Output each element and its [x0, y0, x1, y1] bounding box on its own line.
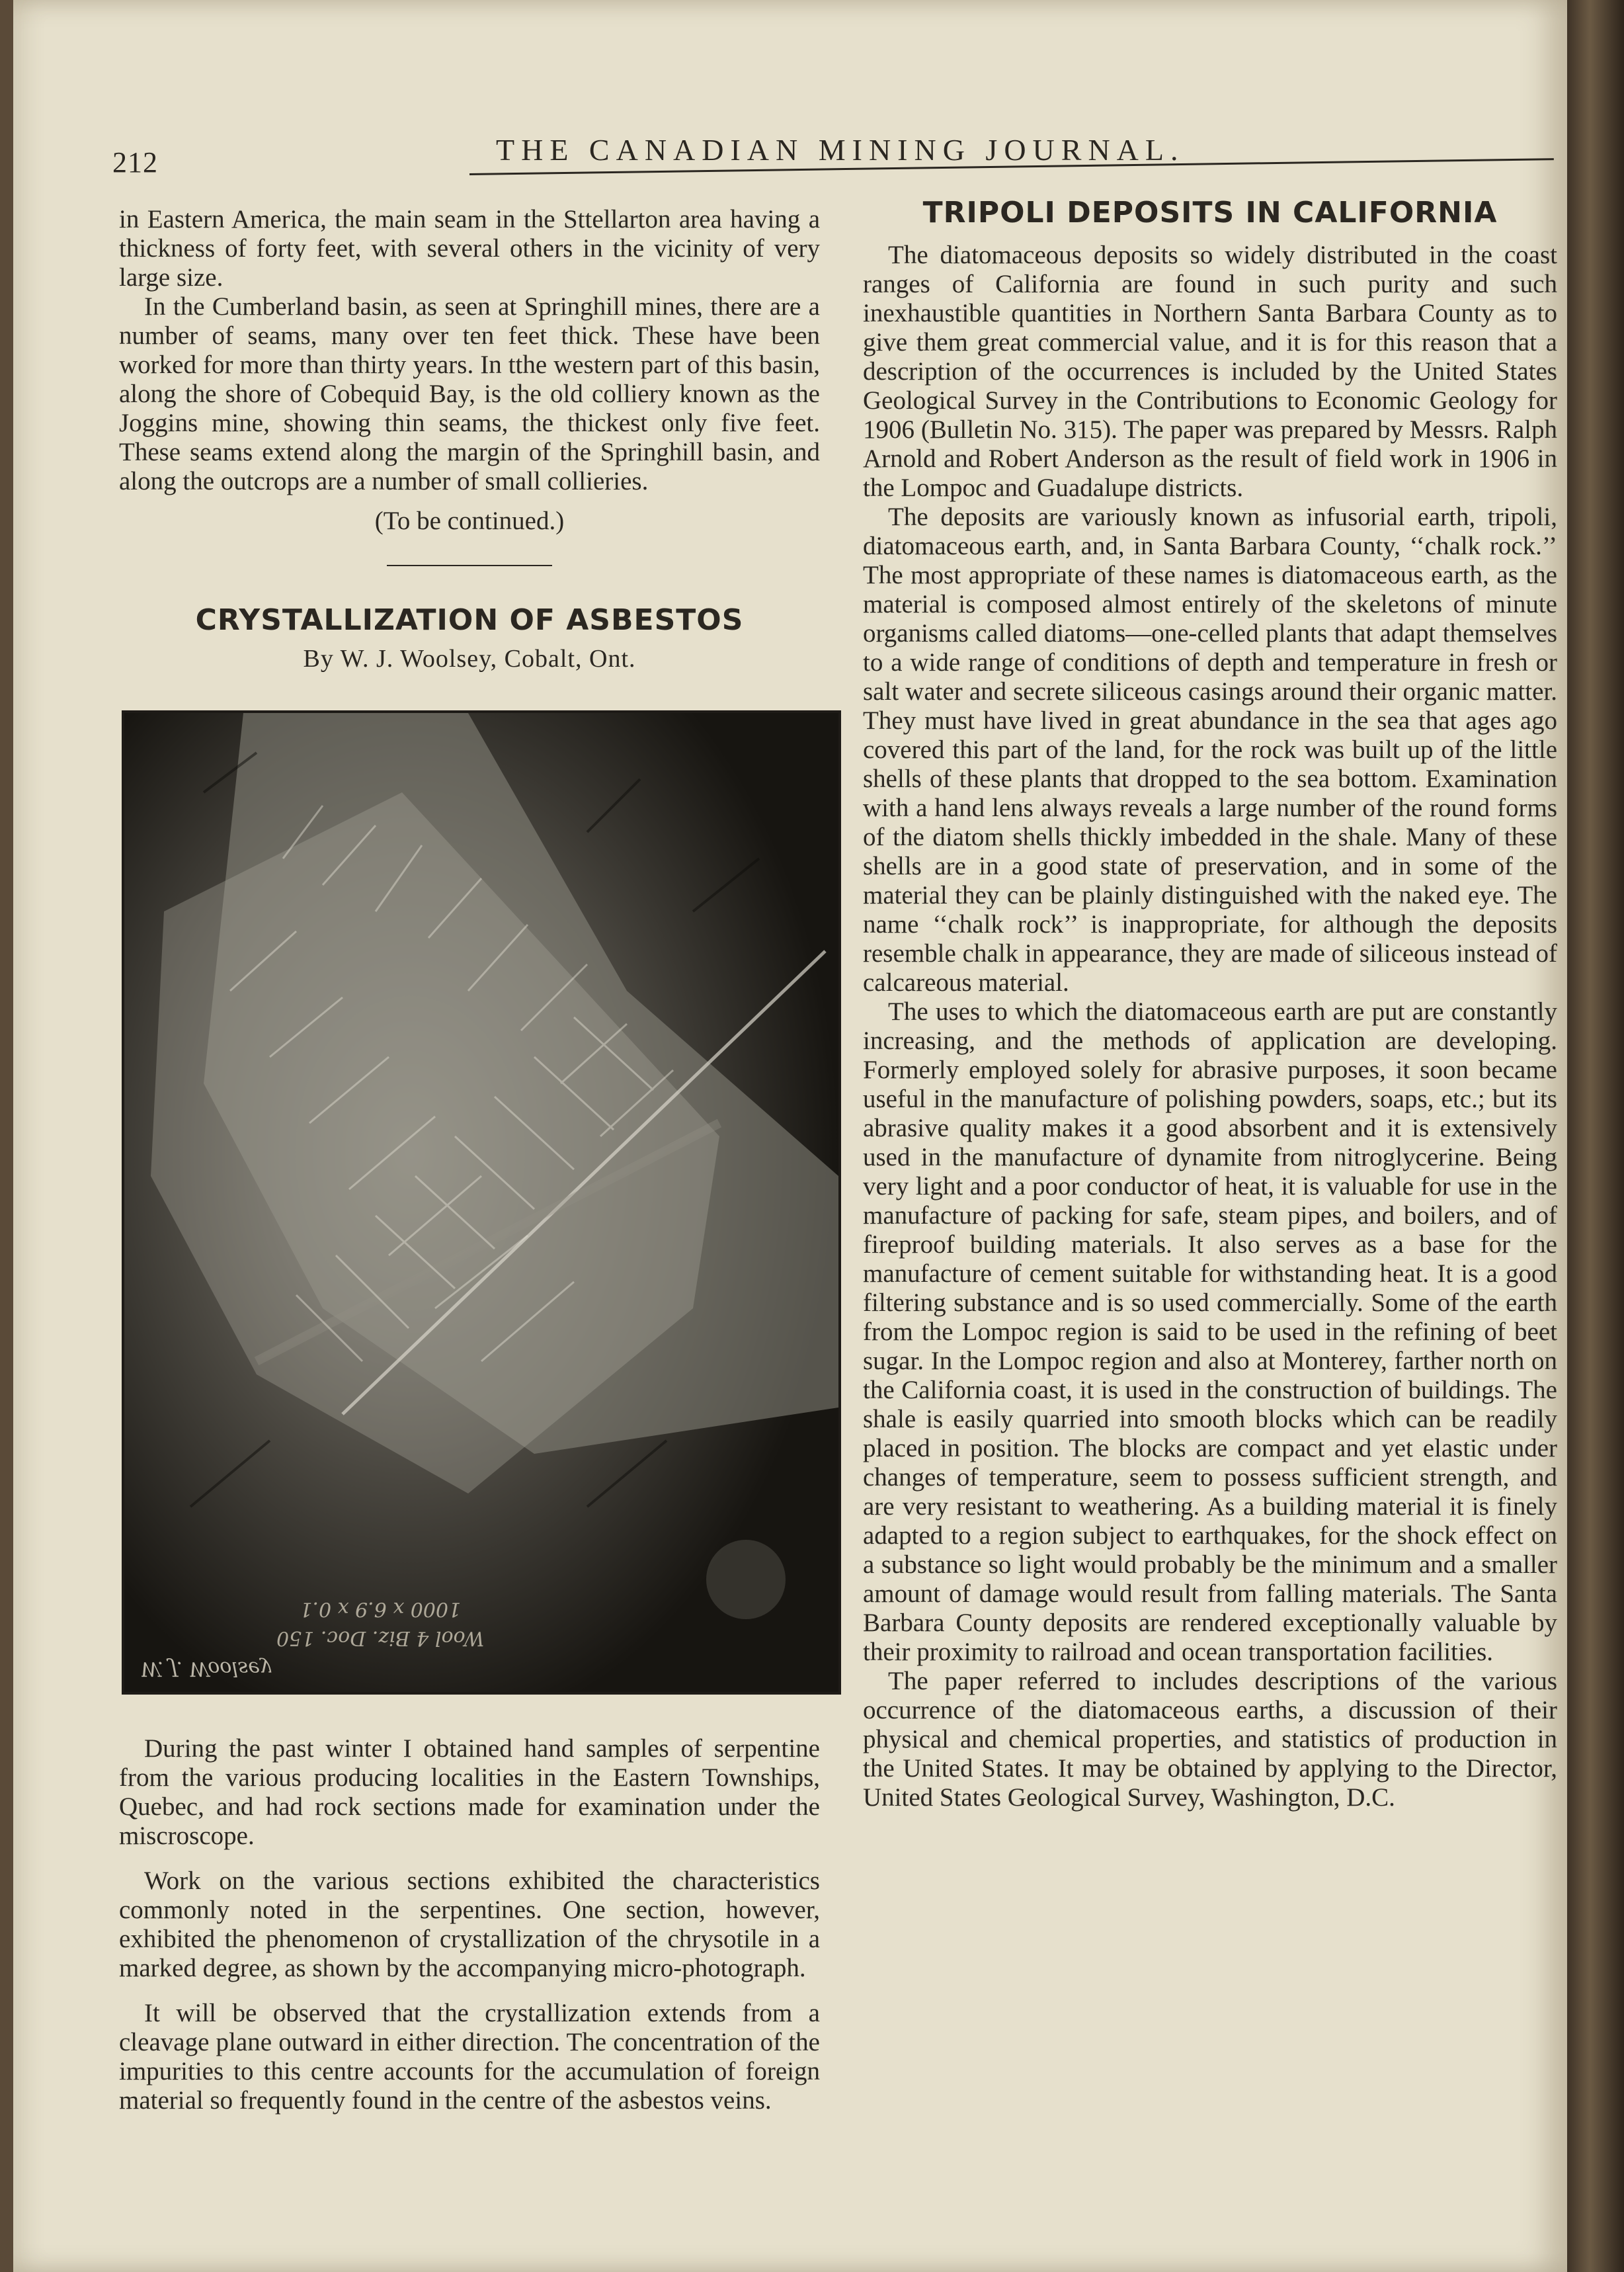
book-spine-edge — [1567, 0, 1624, 2272]
photo-notes-line-2: 1000 x 6.9 x 0.1 — [300, 1597, 462, 1620]
left-column — [119, 205, 820, 2115]
tripoli-heading: TRIPOLI DEPOSITS IN CALIFORNIA — [922, 196, 1498, 230]
photo-notes-line-1: Wool 4 Biz. Doc. 150 — [276, 1626, 485, 1650]
asbestos-byline: By W. J. Woolsey, Cobalt, Ont. — [303, 645, 636, 673]
to-be-continued-note: (To be continued.) — [374, 507, 565, 535]
running-title: THE CANADIAN MINING JOURNAL. — [496, 133, 1185, 167]
continued-paragraph: in Eastern America, the main seam in the Sttellarton area having a thickness of forty feet, with several others in the vicinity of very large size. — [119, 205, 820, 292]
photo-handwritten-notes — [276, 1594, 484, 1652]
asbestos-paragraph: It will be observed that the crystallization extends from a cleavage plane outward in either direction. The concentration of the impurities to this centre accounts for the accumulation of foreign material so frequently found in the centre of the asbestos veins. — [119, 1999, 820, 2115]
micro-photograph — [122, 710, 841, 1695]
asbestos-heading: CRYSTALLIZATION OF ASBESTOS — [195, 603, 744, 637]
asbestos-paragraph: Work on the various sections exhibited the characteristics commonly noted in the serpentines. One section, however, exhibited the phenomenon of crystallization of the chrysotile in a marked degree, as shown by the accompanying micro-photograph. — [119, 1867, 820, 1982]
micro-photograph-image — [124, 713, 838, 1692]
tripoli-paragraph: The diatomaceous deposits so widely distributed in the coast ranges of California are found in such purity and such inexhaustible quantities in Northern Santa Barbara County as to give them great commercial value, and it is for this reason that a description of the occurrences is included by the United States Geological Survey in the Contributions to Economic Geology for 1906 (Bulletin No. 315). The paper was prepared by Messrs. Ralph Arnold and Robert Anderson as the result of field work in 1906 in the Lompoc and Guadalupe districts. — [863, 241, 1557, 502]
section-divider — [387, 565, 552, 566]
journal-page — [13, 0, 1567, 2272]
cumberland-paragraph: In the Cumberland basin, as seen at Springhill mines, there are a number of seams, many over ten feet thick. These have been worked for more than thirty years. In tthe western part of this basin, along the shore of Cobequid Bay, is the old colliery known as the Joggins mine, showing thin seams, the thickest only five feet. These seams extend along the margin of the Springhill basin, and along the outcrops are a number of small collieries. — [119, 292, 820, 495]
right-column — [863, 198, 1557, 1812]
asbestos-paragraph: During the past winter I obtained hand samples of serpentine from the various producing localities in the Eastern Townships, Quebec, and had rock sections made for examination under the miscroscope. — [119, 1734, 820, 1850]
tripoli-paragraph: The paper referred to includes descriptions of the various occurrence of the diatomaceous earths, a discussion of their physical and chemical properties, and statistics of production in the United States. It may be obtained by applying to the Director, United States Geological Survey, Washington, D.C. — [863, 1667, 1557, 1812]
tripoli-paragraph: The uses to which the diatomaceous earth are put are constantly increasing, and the methods of application are developing. Formerly employed solely for abrasive purposes, it soon became useful in the manufacture of polishing powders, soaps, etc.; but its abrasive quality makes it a good absorbent and it is extensively used in the manufacture of dynamite from nitroglycerine. Being very light and a poor conductor of heat, it is valuable for use in the manufacture of packing for safe, steam pipes, and boilers, and of fireproof building materials. It also serves as a base for the manufacture of cement suitable for withstanding heat. It is a good filtering substance and is so used commercially. Some of the earth from the Lompoc region is said to be used in the refining of beet sugar. In the Lompoc region and also at Monterey, farther north on the California coast, it is used in the construction of buildings. The shale is easily quarried into smooth blocks which can be readily placed in position. The blocks are compact and yet elastic under changes of temperature, seem to possess sufficient strength, and are very resistant to weathering. As a building material it is finely adapted to a region subject to earthquakes, for the shock effect on a substance so light would probably be the minimum and a smaller amount of damage would result from falling materials. The Santa Barbara County deposits are rendered exceptionally valuable by their proximity to railroad and ocean transportation facilities. — [863, 997, 1557, 1666]
page-number: 212 — [112, 146, 158, 179]
photo-signature: W. J. Woolsey — [140, 1657, 272, 1680]
tripoli-paragraph: The deposits are variously known as infusorial earth, tripoli, diatomaceous earth, and, in Santa Barbara County, ‘‘chalk rock.’’ The most appropriate of these names is diatomaceous earth, as the material is composed almost entirely of the skeletons of minute organisms called diatoms—one-celled plants that adapt themselves to a wide range of conditions of depth and temperature in fresh or salt water and secrete siliceous casings around their organic matter. They must have lived in great abundance in the sea that ages ago covered this part of the land, for the rock was built up of the little shells of these plants that dropped to the sea bottom. Examination with a hand lens always reveals a large number of the round forms of the diatom shells thickly imbedded in the shale. Many of these shells are in a good state of preservation, and in some of the material they can be plainly distinguished with the naked eye. The name ‘‘chalk rock’’ is inappropriate, for although the deposits resemble chalk in appearance, they are made of siliceous instead of calcareous material. — [863, 503, 1557, 997]
page-header — [99, 126, 1561, 179]
